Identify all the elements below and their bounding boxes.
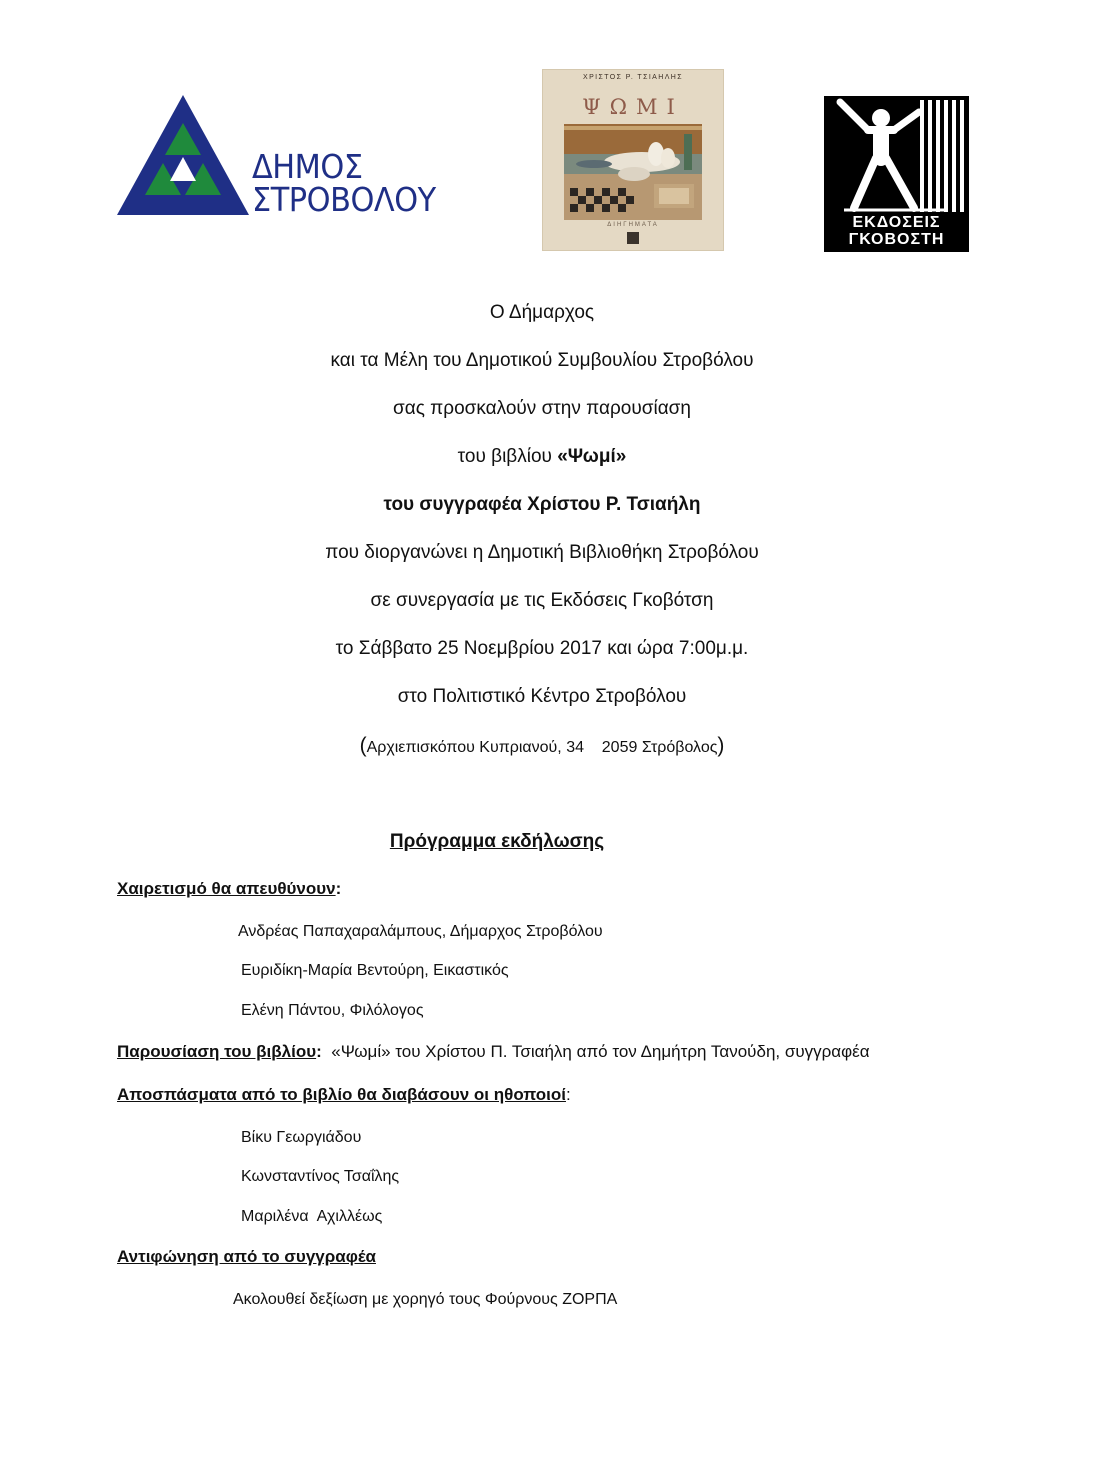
- greeting-speaker: Ανδρέας Παπαχαραλάμπους, Δήμαρχος Στροβόλου: [238, 923, 603, 940]
- excerpts-heading-colon: :: [565, 1085, 571, 1104]
- book-cover-title: ΨΩΜΙ: [582, 95, 684, 119]
- invitation-line-book: [0, 447, 1084, 468]
- still-life-painting-icon: [564, 124, 702, 220]
- logo-row: [0, 0, 1100, 270]
- human-figure-icon: [824, 96, 969, 214]
- publisher-logo-line2: ΓΚΟΒΟΣΤΗ: [848, 231, 945, 248]
- book-cover-genre: ΔΙΗΓΗΜΑΤΑ: [607, 222, 659, 228]
- excerpts-heading: [117, 1085, 571, 1105]
- invitation-line-author: του συγγραφέα Χρίστου Ρ. Τσιαήλη: [383, 494, 701, 515]
- invitation-line-mayor: Ο Δήμαρχος: [489, 302, 595, 323]
- invitation-address: [0, 734, 1084, 757]
- municipality-logo-line2: ΣΤΡΟΒΟΛΟΥ: [252, 180, 436, 219]
- publisher-logo-line1: ΕΚΔΟΣΕΙΣ: [852, 214, 941, 231]
- municipality-logo-line1: ΔΗΜΟΣ: [252, 147, 363, 186]
- actor-name: Μαριλένα Αχιλλέως: [241, 1208, 383, 1225]
- greeting-speaker: Ευριδίκη-Μαρία Βεντούρη, Εικαστικός: [241, 962, 509, 979]
- presentation-text: «Ψωμί» του Χρίστου Π. Τσιαήλη από τον Δημήτρη Τανούδη, συγγραφέα: [321, 1042, 870, 1061]
- book-cover-author: ΧΡΙΣΤΟΣ Ρ. ΤΣΙΑΗΛΗΣ: [583, 74, 683, 81]
- response-heading-text: Αντιφώνηση από το συγγραφέα: [117, 1247, 376, 1266]
- book-prefix: του βιβλίου: [457, 446, 558, 467]
- actor-name: Βίκυ Γεωργιάδου: [241, 1129, 362, 1146]
- greetings-heading-text: Χαιρετισμό θα απευθύνουν: [117, 879, 336, 898]
- invitation-line-venue: στο Πολιτιστικό Κέντρο Στροβόλου: [397, 686, 687, 707]
- publisher-mark-icon: [627, 232, 639, 244]
- response-heading: [117, 1247, 376, 1267]
- invitation-line-council: και τα Μέλη του Δημοτικού Συμβουλίου Στροβόλου: [330, 350, 754, 371]
- program-title: Πρόγραμμα εκδήλωσης: [389, 831, 605, 852]
- reception-note: Ακολουθεί δεξίωση με χορηγό τους Φούρνους ΖΟΡΠΑ: [233, 1291, 618, 1308]
- greeting-speaker: Ελένη Πάντου, Φιλόλογος: [241, 1002, 424, 1019]
- municipality-logo: [116, 93, 446, 218]
- presentation-heading: Παρουσίαση του βιβλίου: [117, 1042, 317, 1061]
- invitation-line-date: το Σάββατο 25 Νοεμβρίου 2017 και ώρα 7:00μ.μ.: [335, 638, 749, 659]
- greetings-heading-colon: :: [335, 879, 342, 898]
- book-cover: [542, 69, 724, 251]
- invitation-line-partner: σε συνεργασία με τις Εκδόσεις Γκοβότση: [370, 590, 714, 611]
- invitation-line-organizer: που διοργανώνει η Δημοτική Βιβλιοθήκη Στροβόλου: [325, 542, 759, 563]
- excerpts-heading-text: Αποσπάσματα από το βιβλίο θα διαβάσουν οι ηθοποιοί: [117, 1085, 566, 1104]
- address-paren-open: (: [359, 734, 367, 757]
- book-title: «Ψωμί»: [557, 446, 627, 467]
- address-paren-close: ): [717, 734, 725, 757]
- presentation-row: [117, 1042, 870, 1062]
- triangle-emblem-icon: [116, 93, 250, 218]
- invitation-line-invite: σας προσκαλούν στην παρουσίαση: [393, 398, 691, 419]
- publisher-logo: [824, 96, 969, 252]
- greetings-heading: [117, 879, 341, 899]
- presentation-heading-colon: :: [316, 1042, 322, 1061]
- address-text: Αρχιεπισκόπου Κυπριανού, 34 2059 Στρόβολος: [366, 739, 718, 756]
- actor-name: Κωνσταντίνος Τσαΐλης: [241, 1168, 400, 1185]
